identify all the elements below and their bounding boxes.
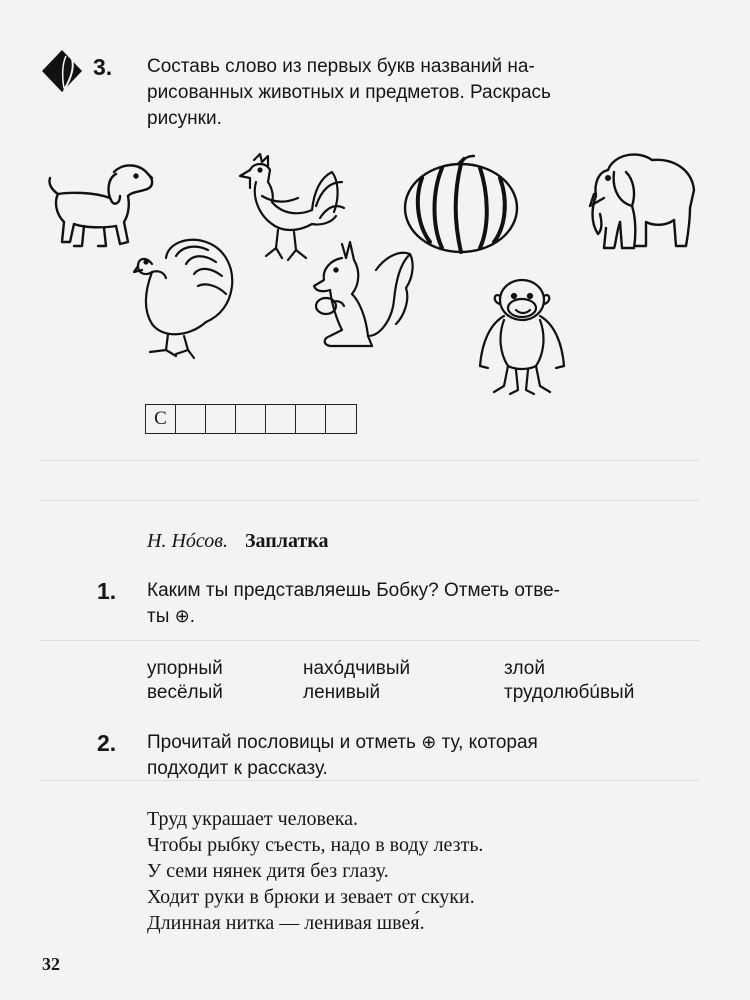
word-option[interactable]: злой	[504, 658, 545, 679]
task-text: рисунки.	[147, 108, 222, 129]
task-text: Прочитай пословицы и отметь ⊕ ту, которая	[147, 732, 538, 753]
circle-plus-icon: ⊕	[174, 606, 190, 627]
answer-cell[interactable]	[206, 405, 236, 433]
task-text: Составь слово из первых букв названий на-	[147, 56, 535, 77]
turkey-icon	[132, 234, 236, 360]
page-number: 32	[42, 954, 60, 974]
answer-cell[interactable]	[326, 405, 356, 433]
pencil-diamond-icon	[38, 48, 94, 94]
answer-cell[interactable]	[176, 405, 206, 433]
word-option[interactable]: нахóдчивый	[303, 658, 411, 679]
task-number: 2.	[97, 730, 117, 756]
watermelon-icon	[402, 150, 520, 256]
answer-cell[interactable]	[266, 405, 296, 433]
proverb[interactable]: У семи нянек дитя без глазу.	[147, 860, 389, 882]
task-text: рисованных животных и предметов. Раскрась	[147, 82, 551, 103]
proverb[interactable]: Чтобы рыбку съесть, надо в воду лезть.	[147, 834, 484, 856]
task-text: подходит к рассказу.	[147, 758, 328, 779]
proverb[interactable]: Труд украшает человека.	[147, 808, 359, 830]
answer-cell[interactable]	[296, 405, 326, 433]
bleed-line	[40, 460, 700, 461]
answer-cell[interactable]	[236, 405, 266, 433]
bleed-line	[40, 640, 700, 641]
task-text: ты ⊕.	[147, 606, 196, 627]
task-number: 3.	[93, 54, 113, 80]
squirrel-icon	[302, 240, 418, 356]
word-option[interactable]: трудолюбúвый	[504, 682, 635, 703]
proverb[interactable]: Ходит руки в брюки и зевает от скуки.	[147, 886, 475, 908]
answer-grid[interactable]	[145, 404, 357, 434]
bleed-line	[40, 500, 700, 501]
task-text: Каким ты представляешь Бобку? Отметь отве-	[147, 580, 560, 601]
monkey-icon	[468, 276, 576, 398]
word-option[interactable]: упорный	[147, 658, 223, 679]
answer-cell[interactable]: С	[146, 405, 176, 433]
story-heading	[147, 528, 329, 554]
circle-plus-icon: ⊕	[421, 732, 437, 753]
elephant-icon	[578, 148, 700, 256]
bleed-line	[40, 780, 700, 781]
story-title: Заплатка	[244, 530, 329, 552]
word-option[interactable]: ленивый	[303, 682, 381, 703]
task-number: 1.	[97, 578, 117, 604]
proverb[interactable]: Длинная нитка — ленивая швея́.	[147, 912, 425, 934]
story-author: Н. Нóсов.	[147, 530, 228, 552]
word-option[interactable]: весёлый	[147, 682, 223, 703]
